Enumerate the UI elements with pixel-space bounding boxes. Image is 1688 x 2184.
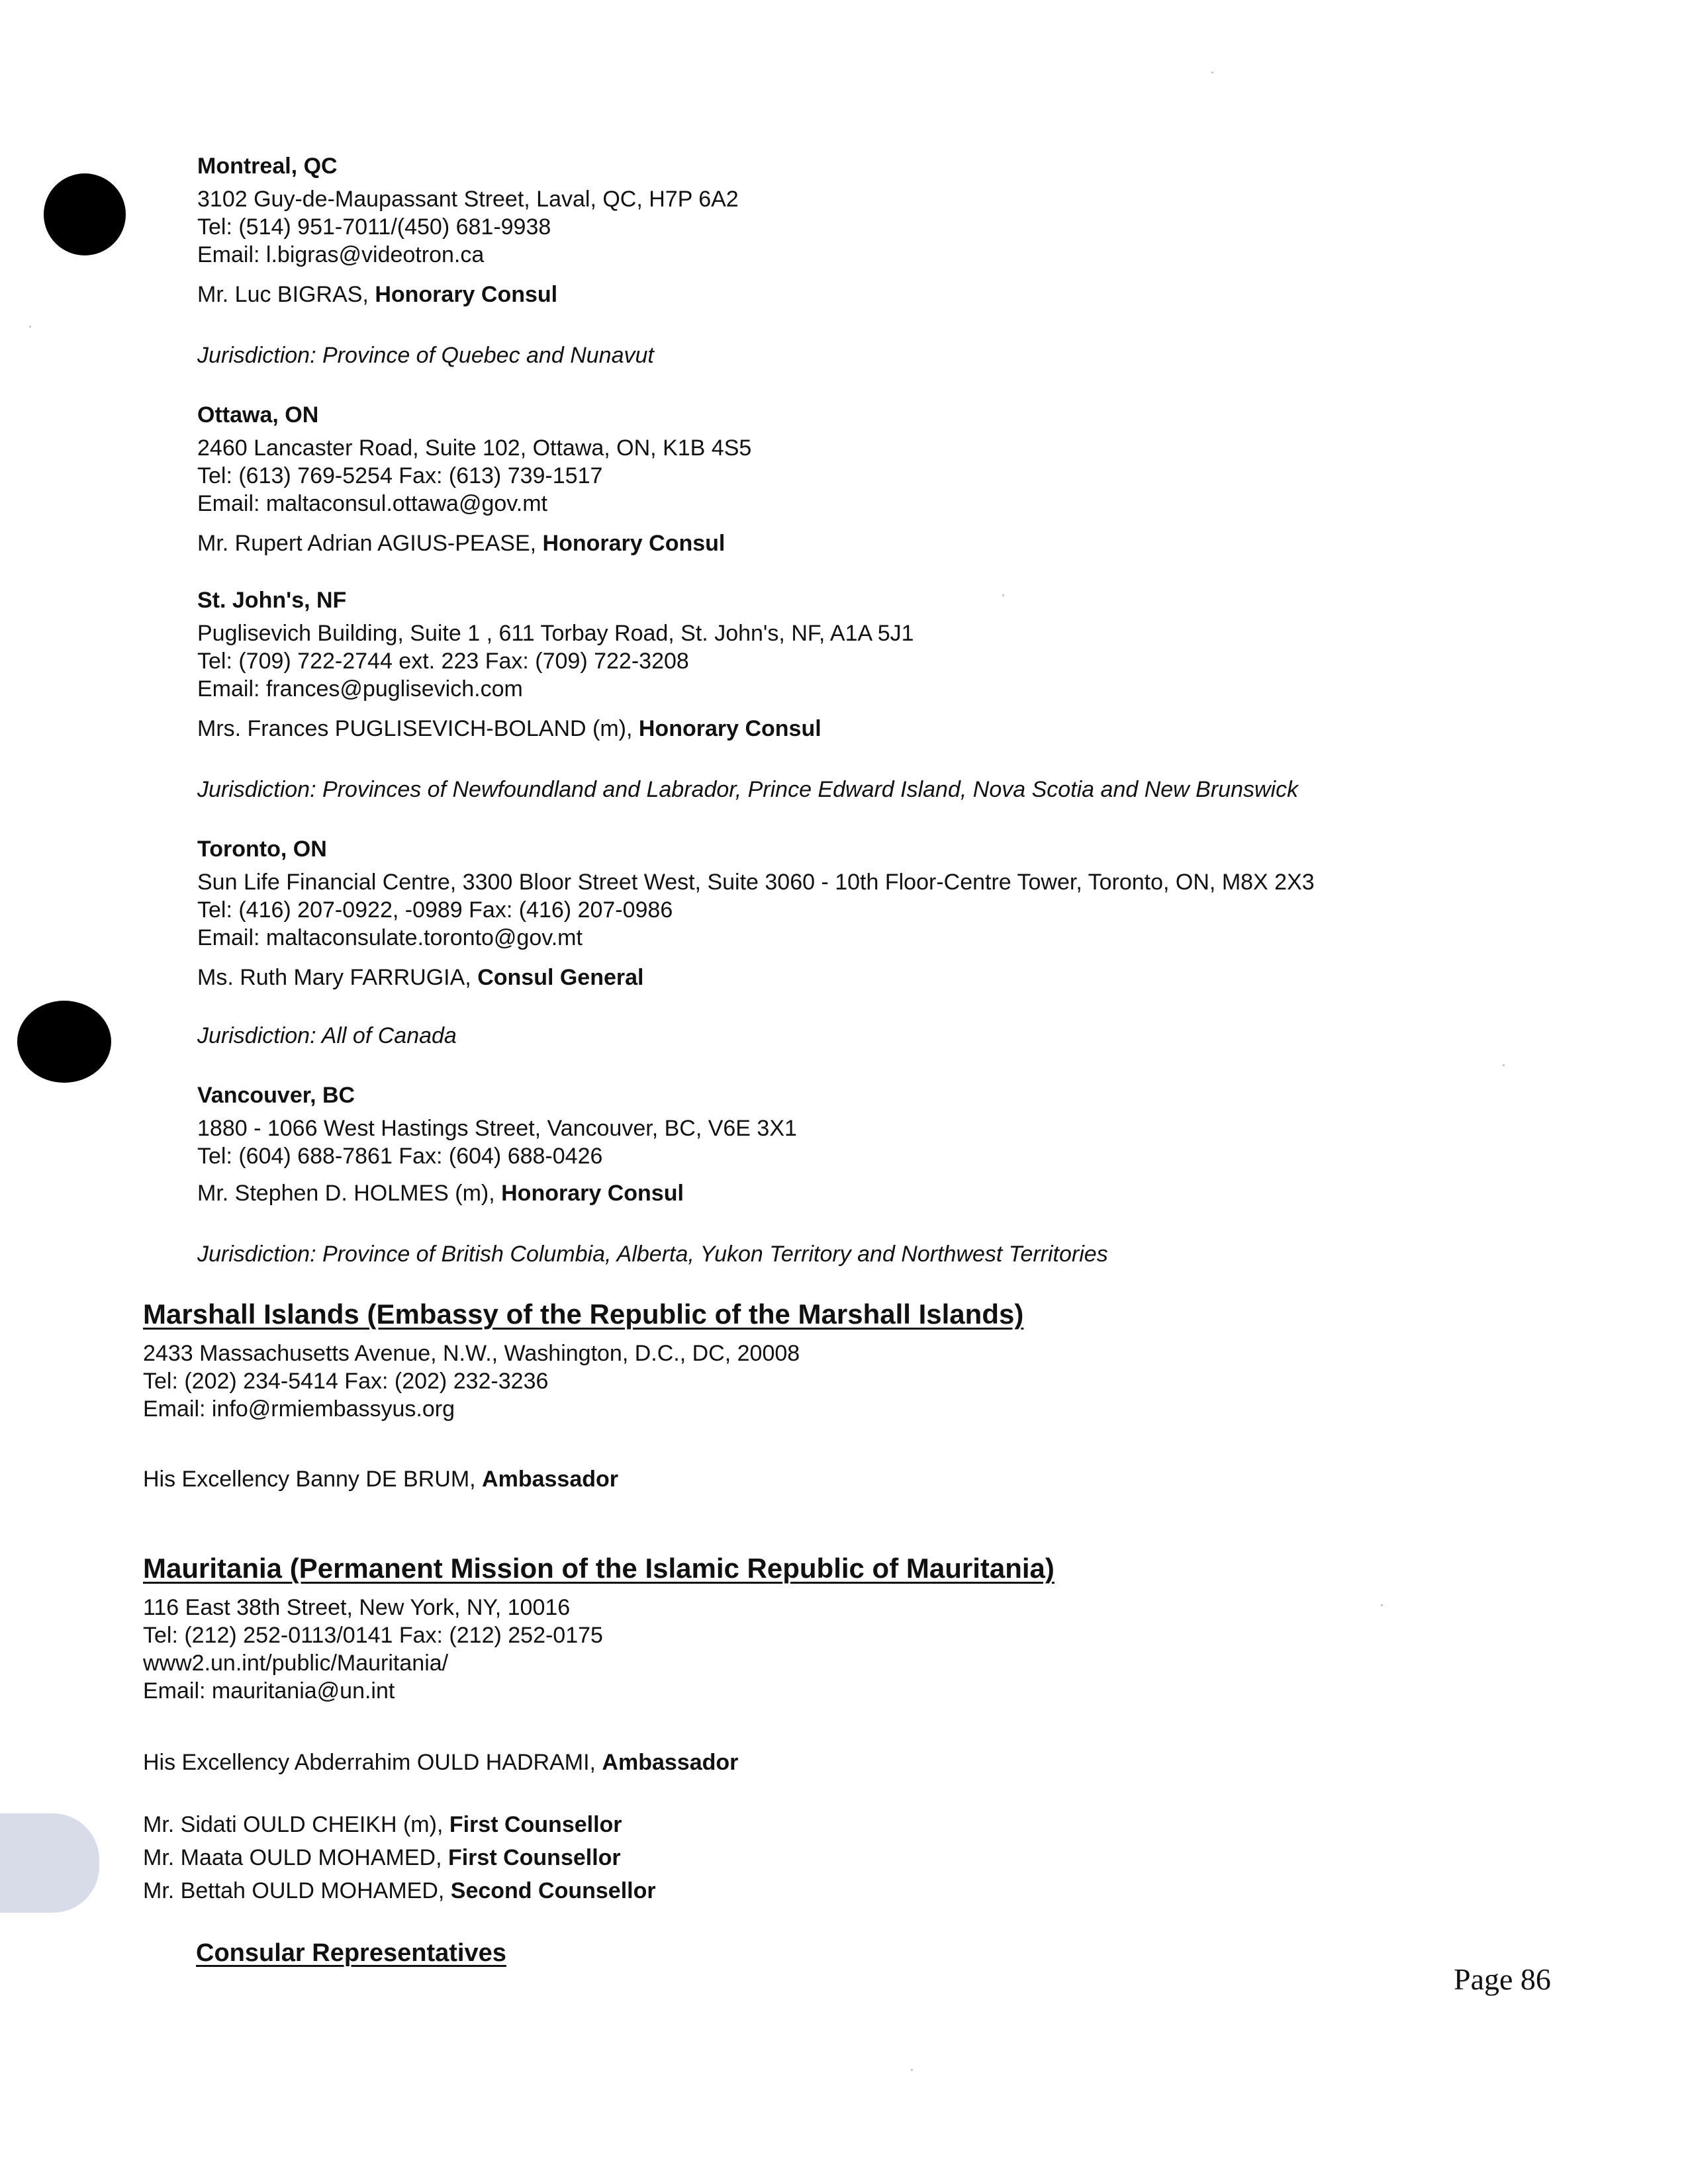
ambassador-entry [143,1749,738,1776]
embassy-phone: Tel: (202) 234-5414 Fax: (202) 232-3236 [143,1369,549,1394]
mission-address: 116 East 38th Street, New York, NY, 10016 [143,1595,571,1620]
punch-hole-top [44,173,126,255]
consulate-city: Ottawa, ON [197,402,319,428]
embassy-address: 2433 Massachusetts Avenue, N.W., Washington, D.C., DC, 20008 [143,1341,800,1366]
consulate-email: Email: maltaconsul.ottawa@gov.mt [197,491,547,516]
staff-entry [143,1811,622,1839]
consulate-address: 3102 Guy-de-Maupassant Street, Laval, QC, H7P 6A2 [197,187,739,212]
consul-title: Honorary Consul [375,282,558,307]
country-heading: Mauritania (Permanent Mission of the Islamic Republic of Mauritania) [143,1553,1055,1584]
jurisdiction: Jurisdiction: All of Canada [197,1023,457,1048]
consulate-phone: Tel: (613) 769-5254 Fax: (613) 739-1517 [197,463,603,488]
consulate-email: Email: maltaconsulate.toronto@gov.mt [197,925,583,950]
scan-speck [911,2069,913,2071]
consul-entry [197,715,821,743]
staff-title: First Counsellor [449,1812,622,1837]
punch-hole-middle [17,1001,111,1083]
consul-title: Honorary Consul [542,531,726,556]
consulate-city: Toronto, ON [197,837,327,862]
consul-name: Mrs. Frances PUGLISEVICH-BOLAND (m), [197,716,639,741]
mission-website: www2.un.int/public/Mauritania/ [143,1651,449,1676]
consulate-city: Montreal, QC [197,154,338,179]
mission-phone: Tel: (212) 252-0113/0141 Fax: (212) 252-0175 [143,1623,603,1648]
ambassador-title: Ambassador [602,1750,739,1775]
consul-title: Consul General [477,965,644,990]
staff-title: First Counsellor [447,1845,621,1870]
consular-representatives-heading: Consular Representatives [196,1939,506,1967]
consul-name: Mr. Rupert Adrian AGIUS-PEASE, [197,531,543,556]
staff-entry [143,1877,656,1905]
consulate-email: Email: l.bigras@videotron.ca [197,242,485,267]
consulate-city: St. John's, NF [197,588,347,613]
staff-name: Mr. Maata OULD MOHAMED, [143,1845,448,1870]
staff-name: Mr. Sidati OULD CHEIKH (m), [143,1812,449,1837]
consul-name: Mr. Luc BIGRAS, [197,282,375,307]
scan-speck [29,326,31,328]
consulate-phone: Tel: (604) 688-7861 Fax: (604) 688-0426 [197,1144,603,1169]
consul-title: Honorary Consul [638,716,821,741]
mission-email: Email: mauritania@un.int [143,1678,395,1704]
ambassador-name: His Excellency Banny DE BRUM, [143,1467,483,1492]
consulate-phone: Tel: (416) 207-0922, -0989 Fax: (416) 207-0986 [197,897,673,923]
consul-entry [197,529,725,557]
scan-speck [1211,71,1213,73]
scan-tab-mark [0,1813,99,1913]
staff-title: Second Counsellor [450,1878,656,1903]
jurisdiction: Jurisdiction: Provinces of Newfoundland and Labrador, Prince Edward Island, Nova Scotia and New Brunswick [197,777,1299,802]
embassy-email: Email: info@rmiembassyus.org [143,1396,455,1422]
consulate-address: Sun Life Financial Centre, 3300 Bloor Street West, Suite 3060 - 10th Floor-Centre Tower, Toronto, ON, M8X 2X3 [197,870,1315,895]
consul-name: Ms. Ruth Mary FARRUGIA, [197,965,478,990]
consulate-phone: Tel: (709) 722-2744 ext. 223 Fax: (709) 722-3208 [197,649,689,674]
consul-title: Honorary Consul [501,1181,684,1206]
ambassador-entry [143,1465,618,1493]
consulate-email: Email: frances@puglisevich.com [197,676,523,702]
consulate-phone: Tel: (514) 951-7011/(450) 681-9938 [197,214,551,240]
country-heading: Marshall Islands (Embassy of the Republic of the Marshall Islands) [143,1298,1024,1330]
consulate-address: Puglisevich Building, Suite 1 , 611 Torbay Road, St. John's, NF, A1A 5J1 [197,621,914,646]
ambassador-name: His Excellency Abderrahim OULD HADRAMI, [143,1750,602,1775]
consulate-address: 2460 Lancaster Road, Suite 102, Ottawa, ON, K1B 4S5 [197,435,752,461]
scan-speck [1381,1604,1383,1606]
page-number: Page 86 [1454,1962,1551,1996]
staff-entry [143,1844,621,1872]
consulate-address: 1880 - 1066 West Hastings Street, Vancouver, BC, V6E 3X1 [197,1116,797,1141]
ambassador-title: Ambassador [482,1467,619,1492]
consulate-city: Vancouver, BC [197,1083,355,1108]
staff-name: Mr. Bettah OULD MOHAMED, [143,1878,451,1903]
consul-entry [197,1179,684,1207]
consul-entry [197,281,557,308]
consul-entry [197,964,643,991]
jurisdiction: Jurisdiction: Province of British Columbia, Alberta, Yukon Territory and Northwest Territories [197,1242,1108,1267]
consul-name: Mr. Stephen D. HOLMES (m), [197,1181,502,1206]
jurisdiction: Jurisdiction: Province of Quebec and Nunavut [197,343,654,368]
scan-speck [1503,1064,1505,1066]
scan-speck [1002,594,1004,596]
